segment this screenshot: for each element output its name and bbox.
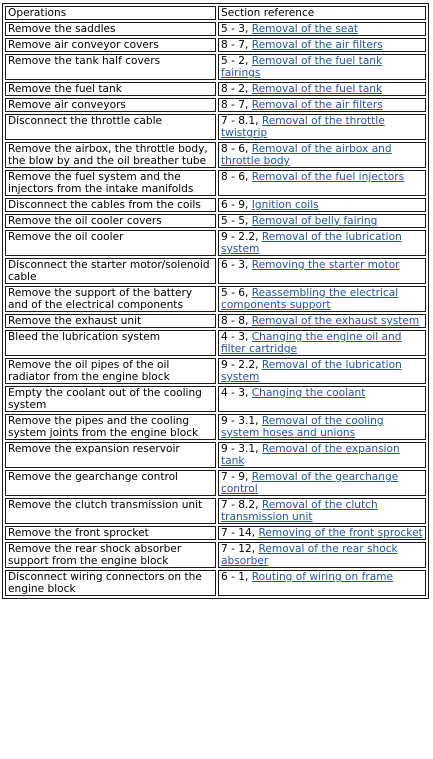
- operations-table: [2, 3, 429, 599]
- operation-cell: Remove the support of the battery and of the electrical components: [5, 286, 216, 312]
- table-row: [5, 38, 426, 52]
- table-row: [5, 170, 426, 196]
- section-reference-cell: [218, 230, 426, 256]
- section-link[interactable]: Removal of the throttle twistgrip: [221, 115, 385, 139]
- operation-cell: Remove the tank half covers: [5, 54, 216, 80]
- operation-cell: Remove the expansion reservoir: [5, 442, 216, 468]
- operation-cell: Remove air conveyor covers: [5, 38, 216, 52]
- header-section-reference: Section reference: [218, 6, 426, 20]
- table-row: [5, 230, 426, 256]
- section-link[interactable]: Removal of the rear shock absorber: [221, 543, 398, 567]
- section-number: 8 - 2,: [221, 83, 252, 95]
- table-row: [5, 570, 426, 596]
- section-reference-cell: [218, 214, 426, 228]
- section-number: 5 - 5,: [221, 215, 252, 227]
- section-reference-cell: [218, 54, 426, 80]
- section-link[interactable]: Removing the starter motor: [251, 259, 400, 271]
- section-reference-cell: [218, 22, 426, 36]
- operation-cell: Remove the fuel tank: [5, 82, 216, 96]
- section-number: 8 - 6,: [221, 143, 252, 155]
- header-operations: Operations: [5, 6, 216, 20]
- section-number: 8 - 7,: [221, 39, 252, 51]
- section-reference-cell: [218, 314, 426, 328]
- section-reference-cell: [218, 386, 426, 412]
- header-row: [5, 6, 426, 20]
- table-row: [5, 330, 426, 356]
- section-number: 5 - 3,: [221, 23, 252, 35]
- section-reference-cell: [218, 98, 426, 112]
- table-row: [5, 54, 426, 80]
- section-number: 8 - 7,: [221, 99, 252, 111]
- table-row: [5, 258, 426, 284]
- section-link[interactable]: Removal of the exhaust system: [251, 315, 420, 327]
- operation-cell: Remove air conveyors: [5, 98, 216, 112]
- section-link[interactable]: Removal of the gearchange control: [221, 471, 399, 495]
- table-row: [5, 314, 426, 328]
- section-link[interactable]: Routing of wiring on frame: [251, 571, 394, 583]
- section-number: 6 - 3,: [221, 259, 252, 271]
- section-number: 4 - 3,: [221, 387, 252, 399]
- table-row: [5, 214, 426, 228]
- section-reference-cell: [218, 82, 426, 96]
- section-number: 5 - 2,: [221, 55, 252, 67]
- section-number: 7 - 9,: [221, 471, 252, 483]
- operation-cell: Remove the oil pipes of the oil radiator from the engine block: [5, 358, 216, 384]
- section-reference-cell: [218, 414, 426, 440]
- operation-cell: Disconnect the starter motor/solenoid cable: [5, 258, 216, 284]
- operation-cell: Disconnect the cables from the coils: [5, 198, 216, 212]
- section-link[interactable]: Removal of belly fairing: [251, 215, 378, 227]
- table-row: [5, 386, 426, 412]
- section-number: 7 - 8.1,: [221, 115, 262, 127]
- operation-cell: Remove the airbox, the throttle body, the blow by and the oil breather tube: [5, 142, 216, 168]
- operation-cell: Disconnect the throttle cable: [5, 114, 216, 140]
- section-number: 5 - 6,: [221, 287, 252, 299]
- operation-cell: Remove the oil cooler: [5, 230, 216, 256]
- section-link[interactable]: Reassembling the electrical components support: [221, 287, 399, 311]
- table-row: [5, 542, 426, 568]
- table-row: [5, 526, 426, 540]
- section-number: 8 - 8,: [221, 315, 252, 327]
- operation-cell: Disconnect wiring connectors on the engine block: [5, 570, 216, 596]
- operation-cell: Remove the clutch transmission unit: [5, 498, 216, 524]
- section-link[interactable]: Removal of the fuel tank fairings: [221, 55, 383, 79]
- section-reference-cell: [218, 570, 426, 596]
- section-link[interactable]: Removal of the fuel tank: [251, 83, 383, 95]
- section-link[interactable]: Removal of the fuel injectors: [251, 171, 405, 183]
- section-link[interactable]: Removal of the air filters: [251, 39, 383, 51]
- section-link[interactable]: Removal of the cooling system hoses and unions: [221, 415, 384, 439]
- section-link[interactable]: Removal of the air filters: [251, 99, 383, 111]
- table-row: [5, 442, 426, 468]
- table-row: [5, 98, 426, 112]
- section-link[interactable]: Removal of the airbox and throttle body: [221, 143, 392, 167]
- operation-cell: Remove the front sprocket: [5, 526, 216, 540]
- section-reference-cell: [218, 442, 426, 468]
- section-reference-cell: [218, 198, 426, 212]
- section-number: 9 - 2.2,: [221, 359, 262, 371]
- table-row: [5, 286, 426, 312]
- section-link[interactable]: Removal of the expansion tank: [221, 443, 400, 467]
- section-reference-cell: [218, 258, 426, 284]
- operation-cell: Remove the fuel system and the injectors from the intake manifolds: [5, 170, 216, 196]
- section-link[interactable]: Ignition coils: [251, 199, 319, 211]
- table-row: [5, 22, 426, 36]
- section-link[interactable]: Removing of the front sprocket: [258, 527, 423, 539]
- table-row: [5, 142, 426, 168]
- section-reference-cell: [218, 542, 426, 568]
- section-number: 9 - 3.1,: [221, 415, 262, 427]
- section-reference-cell: [218, 330, 426, 356]
- section-link[interactable]: Removal of the clutch transmission unit: [221, 499, 378, 523]
- operation-cell: Bleed the lubrication system: [5, 330, 216, 356]
- section-number: 7 - 8.2,: [221, 499, 262, 511]
- section-link[interactable]: Removal of the lubrication system: [221, 231, 402, 255]
- operation-cell: Remove the oil cooler covers: [5, 214, 216, 228]
- operation-cell: Remove the pipes and the cooling system joints from the engine block: [5, 414, 216, 440]
- operation-cell: Remove the saddles: [5, 22, 216, 36]
- section-reference-cell: [218, 358, 426, 384]
- operations-table-container: [2, 3, 429, 599]
- section-number: 9 - 3.1,: [221, 443, 262, 455]
- table-row: [5, 114, 426, 140]
- section-reference-cell: [218, 286, 426, 312]
- table-row: [5, 82, 426, 96]
- section-reference-cell: [218, 170, 426, 196]
- table-row: [5, 498, 426, 524]
- table-row: [5, 414, 426, 440]
- operation-cell: Remove the exhaust unit: [5, 314, 216, 328]
- section-number: 8 - 6,: [221, 171, 252, 183]
- section-reference-cell: [218, 142, 426, 168]
- section-number: 9 - 2.2,: [221, 231, 262, 243]
- section-link[interactable]: Changing the engine oil and filter cartridge: [221, 331, 402, 355]
- table-body: [5, 22, 426, 596]
- section-link[interactable]: Changing the coolant: [251, 387, 366, 399]
- section-reference-cell: [218, 114, 426, 140]
- section-number: 7 - 14,: [221, 527, 259, 539]
- table-row: [5, 358, 426, 384]
- table-row: [5, 470, 426, 496]
- section-number: 6 - 9,: [221, 199, 252, 211]
- table-row: [5, 198, 426, 212]
- section-link[interactable]: Removal of the seat: [251, 23, 359, 35]
- operation-cell: Remove the rear shock absorber support from the engine block: [5, 542, 216, 568]
- section-number: 7 - 12,: [221, 543, 259, 555]
- section-reference-cell: [218, 526, 426, 540]
- section-reference-cell: [218, 498, 426, 524]
- section-number: 6 - 1,: [221, 571, 252, 583]
- section-number: 4 - 3,: [221, 331, 252, 343]
- operation-cell: Empty the coolant out of the cooling system: [5, 386, 216, 412]
- operation-cell: Remove the gearchange control: [5, 470, 216, 496]
- section-reference-cell: [218, 38, 426, 52]
- section-link[interactable]: Removal of the lubrication system: [221, 359, 402, 383]
- section-reference-cell: [218, 470, 426, 496]
